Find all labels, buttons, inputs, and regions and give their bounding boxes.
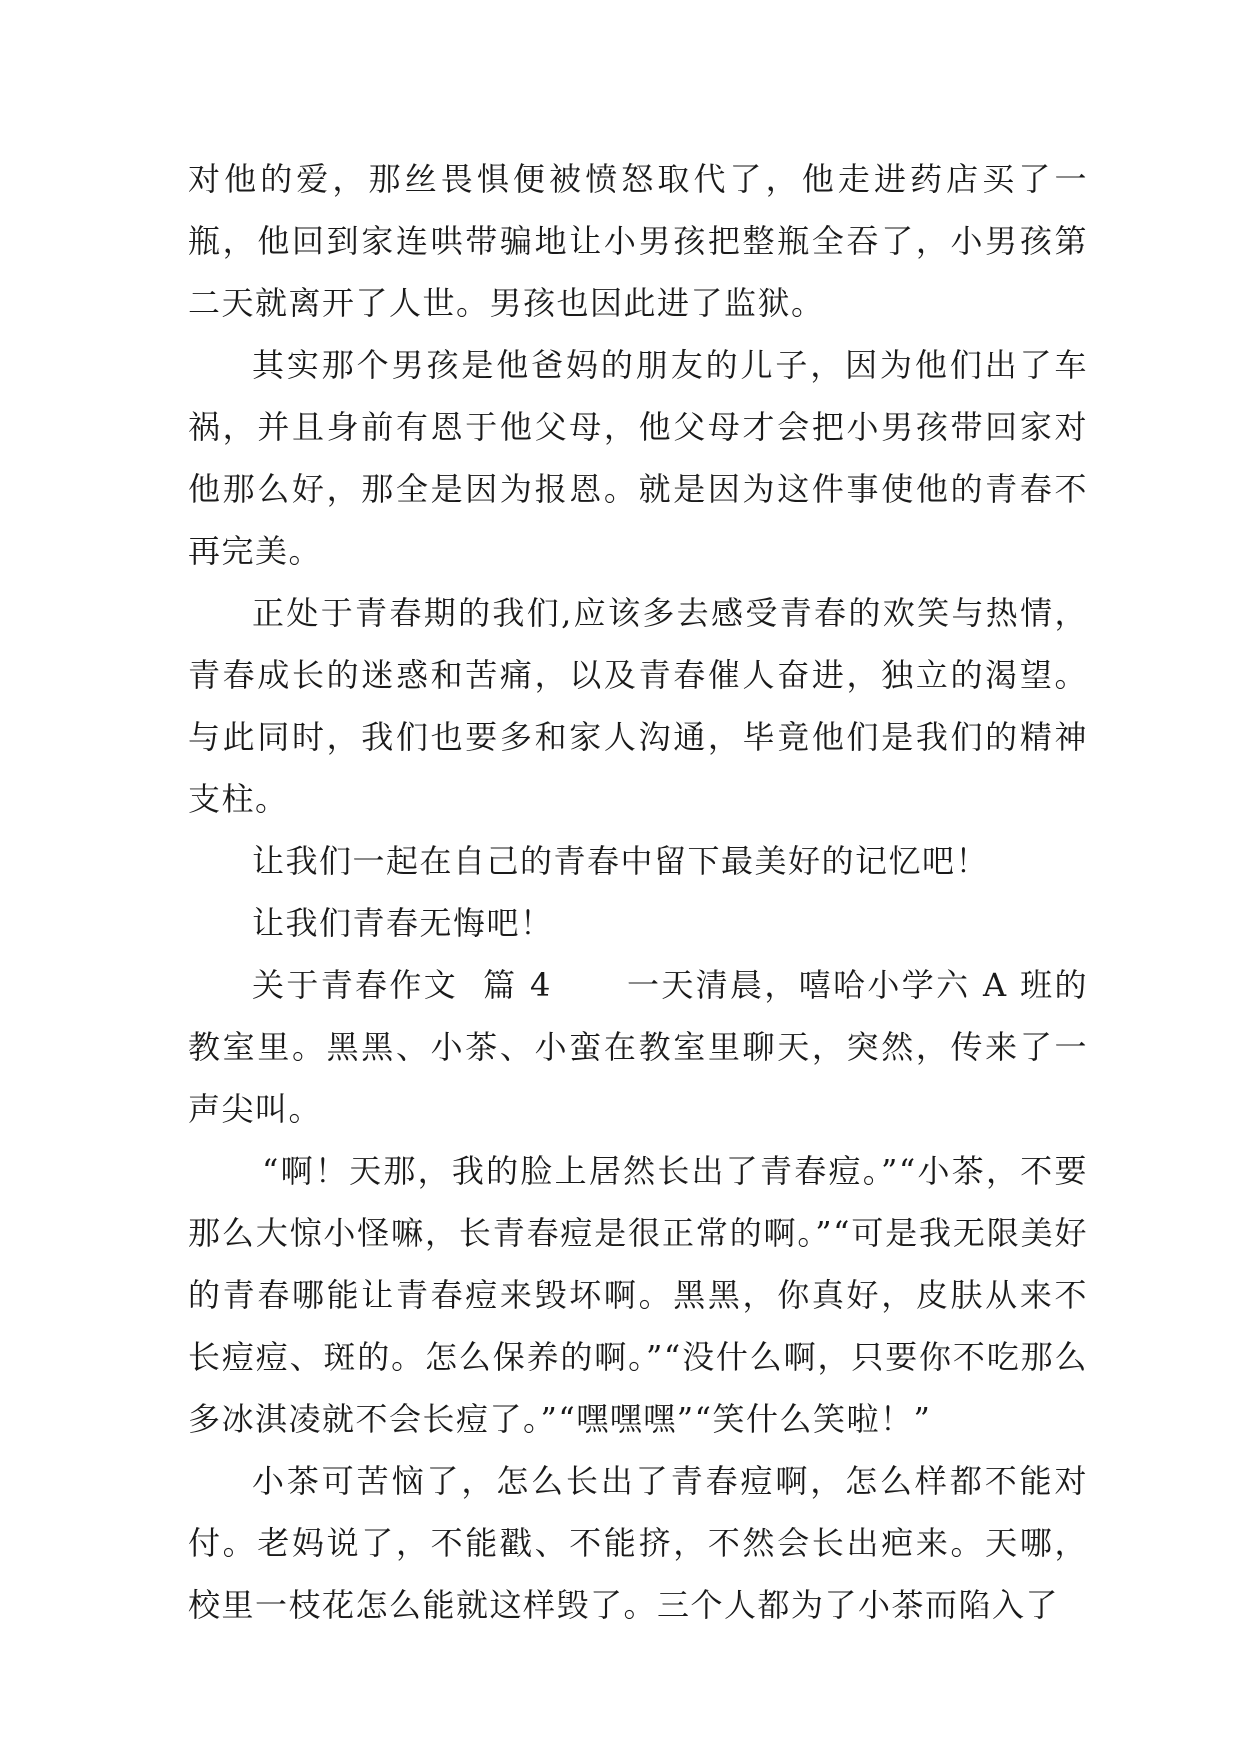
paragraph-1: 对他的爱，那丝畏惧便被愤怒取代了，他走进药店买了一瓶，他回到家连哄带骗地让小男孩把整瓶全吞了，小男孩第二天就离开了人世。男孩也因此进了监狱。 [188, 160, 1088, 322]
paragraph-8: 小茶可苦恼了，怎么长出了青春痘啊，怎么样都不能对付。老妈说了，不能戳、不能挤，不然会长出疤来。天哪，校里一枝花怎么能就这样毁了。三个人都为了小茶而陷入了 [188, 1462, 1088, 1624]
document-body [188, 148, 1088, 1636]
dialogue-paragraph: “啊！天那，我的脸上居然长出了青春痘。”“小茶，不要那么大惊小怪嘛，长青春痘是很正常的啊。”“可是我无限美好的青春哪能让青春痘来毁坏啊。黑黑，你真好，皮肤从来不长痘痘、斑的。怎么保养的啊。”“没什么啊，只要你不吃那么多冰淇凌就不会长痘了。”“嘿嘿嘿”“笑什么笑啦！” [188, 1152, 1088, 1438]
paragraph-3: 正处于青春期的我们,应该多去感受青春的欢笑与热情，青春成长的迷惑和苦痛，以及青春催人奋进，独立的渴望。与此同时，我们也要多和家人沟通，毕竟他们是我们的精神支柱。 [188, 594, 1088, 818]
section-heading-paragraph: 关于青春作文 篇 4 一天清晨，嘻哈小学六 A 班的教室里。黑黑、小茶、小蛮在教室里聊天，突然，传来了一声尖叫。 [188, 966, 1088, 1128]
paragraph-2: 其实那个男孩是他爸妈的朋友的儿子，因为他们出了车祸，并且身前有恩于他父母，他父母才会把小男孩带回家对他那么好，那全是因为报恩。就是因为这件事使他的青春不再完美。 [188, 346, 1088, 570]
paragraph-5: 让我们青春无悔吧！ [252, 904, 554, 942]
paragraph-4: 让我们一起在自己的青春中留下最美好的记忆吧！ [252, 842, 990, 880]
